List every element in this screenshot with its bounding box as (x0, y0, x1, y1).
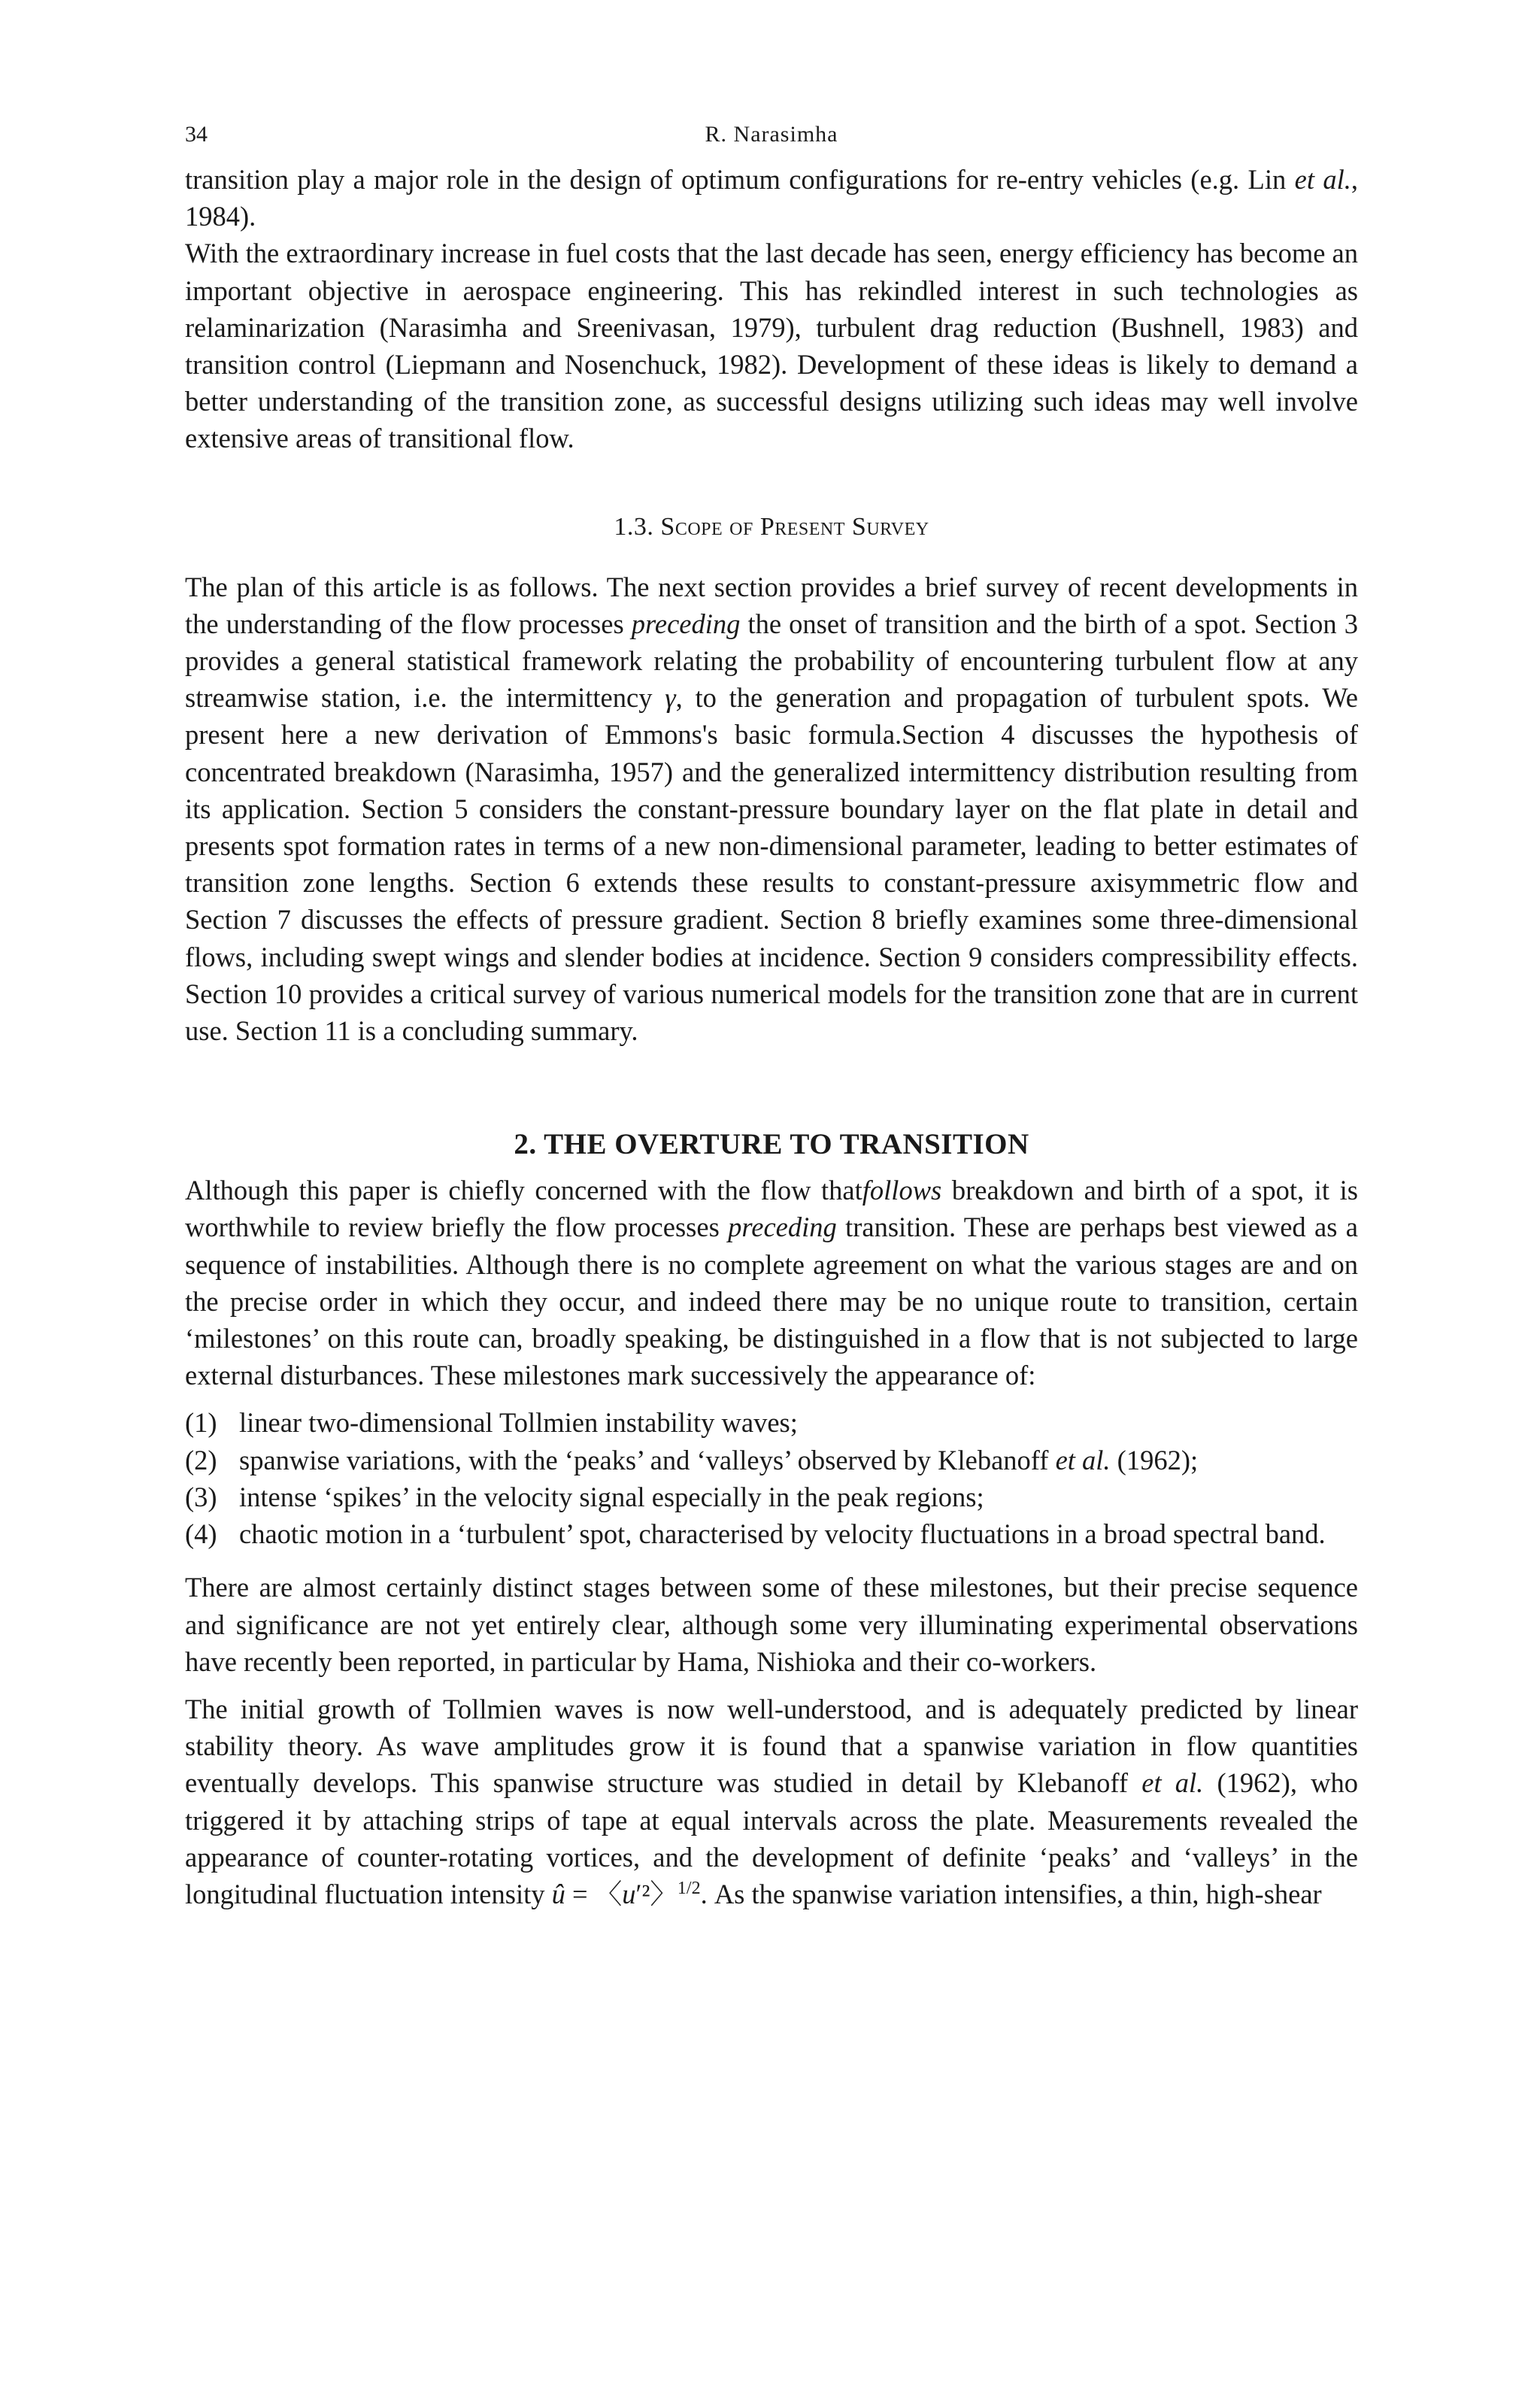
paragraph-5: There are almost certainly distinct stages between some of these milestones, but their precise sequence and significance are not yet entirely clear, although some very illuminating experimental observations have recently been reported, in particular by Hama, Nishioka and their co-workers. (185, 1572, 1358, 1677)
section-heading-1-3: 1.3. Scope of Present Survey (614, 512, 929, 541)
paragraph-1: transition play a major role in the design of optimum configurations for re-entry vehicles (e.g. Lin et al., 1984). (185, 164, 1359, 232)
list-item: (3) intense ‘spikes’ in the velocity signal especially in the peak regions; (185, 1481, 984, 1512)
formula-u-hat: û (551, 1878, 565, 1909)
paragraph-4: Although this paper is chiefly concerned with the flow thatfollows breakdown and birth of a spot, it is worthwhile to review briefly the flow processes preceding transition. These are perhaps best viewed as a sequence of instabilities. Although there is no complete agreement on what the various stages are and on the precise order in which they occur, and indeed there may be no unique route to transition, certain ‘milestones’ on this route can, broadly speaking, be distinguished in a flow that is not subjected to large external disturbances. These milestones mark successively the appearance of: (185, 1175, 1358, 1391)
paragraph-3: The plan of this article is as follows. The next section provides a brief survey of recent developments in the understanding of the flow processes preceding the onset of transition and the birth of a spot. Section 3 provides a general statistical framework relating the probability of encountering turbulent flow at any streamwise station, i.e. the intermittency γ, to the generation and propagation of turbulent spots. We present here a new derivation of Emmons's basic formula.Section 4 discusses the hypothesis of concentrated breakdown (Narasimha, 1957) and the generalized intermittency distribution resulting from its application. Section 5 considers the constant-pressure boundary layer on the flat plate in detail and presents spot formation rates in terms of a new non-dimensional parameter, leading to better estimates of transition zone lengths. Section 6 extends these results to constant-pressure axisymmetric flow and Section 7 discusses the effects of pressure gradient. Section 8 briefly examines some three-dimensional flows, including swept wings and slender bodies at incidence. Section 9 considers compressibility effects. Section 10 provides a critical survey of various numerical models for the transition zone that are in current use. Section 11 is a concluding summary. (185, 571, 1359, 1047)
running-title: R. Narasimha (705, 122, 838, 147)
section-heading-2: 2. THE OVERTURE TO TRANSITION (514, 1128, 1029, 1161)
page-body (185, 113, 1358, 1912)
paragraph-2: With the extraordinary increase in fuel costs that the last decade has seen, energy efficiency has become an important objective in aerospace engineering. This has rekindled interest in such technologies as relaminarization (Narasimha and Sreenivasan, 1979), turbulent drag reduction (Bushnell, 1983) and transition control (Liepmann and Nosenchuck, 1982). Development of these ideas is likely to demand a better understanding of the transition zone, as successful designs utilizing such ideas may well involve extensive areas of transitional flow. (185, 238, 1358, 454)
page-number: 34 (185, 122, 208, 147)
formula-exponent: 1/2 (677, 1878, 701, 1898)
list-item: (2) spanwise variations, with the ‘peaks’ and ‘valleys’ observed by Klebanoff et al. (1962); (185, 1444, 1199, 1475)
milestone-list (185, 1404, 1358, 1552)
running-head (185, 113, 1358, 158)
list-item: (1) linear two-dimensional Tollmien instability waves; (185, 1407, 798, 1439)
list-item: (4) chaotic motion in a ‘turbulent’ spot, characterised by velocity fluctuations in a broad spectral band. (185, 1518, 1326, 1550)
paragraph-6: The initial growth of Tollmien waves is now well-understood, and is adequately predicted by linear stability theory. As wave amplitudes grow it is found that a spanwise variation in flow quantities eventually develops. This spanwise structure was studied in detail by Klebanoff et al. (1962), who triggered it by attaching strips of tape at equal intervals across the plate. Measurements revealed the appearance of counter-rotating vortices, and the development of definite ‘peaks’ and ‘valleys’ in the longitudinal fluctuation intensity û = 〈u′²〉$^{1/2}$. As the spanwise variation intensifies, a thin, high-shear (185, 1693, 1358, 1909)
